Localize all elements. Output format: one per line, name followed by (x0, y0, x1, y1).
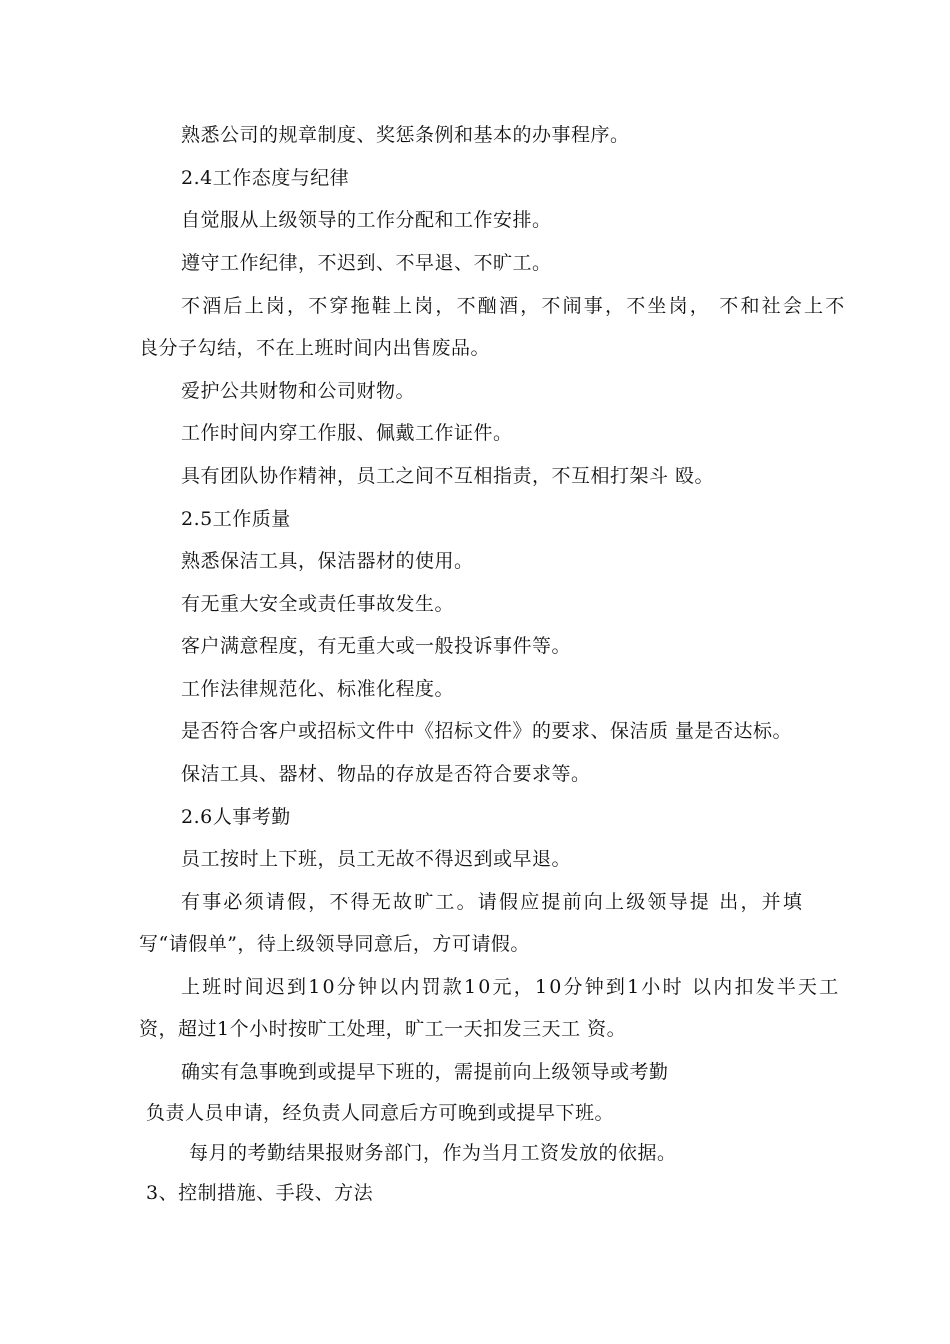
body-line-11: 熟悉保洁工具，保洁器材的使用。 (181, 550, 474, 572)
body-line-5: 不酒后上岗，不穿拖鞋上岗，不酗酒，不闹事，不坐岗， 不和社会上不 (181, 295, 847, 317)
body-line-19: 有事必须请假，不得无故旷工。请假应提前向上级领导提 出，并填 (181, 891, 805, 913)
body-line-23: 确实有急事晚到或提早下班的，需提前向上级领导或考勤 (181, 1061, 669, 1083)
body-line-15: 是否符合客户或招标文件中《招标文件》的要求、保洁质 量是否达标。 (181, 720, 793, 742)
body-line-6: 良分子勾结，不在上班时间内出售废品。 (139, 337, 491, 359)
body-line-8: 工作时间内穿工作服、佩戴工作证件。 (181, 422, 513, 444)
body-line-13: 客户满意程度，有无重大或一般投诉事件等。 (181, 635, 572, 657)
section-heading-2-5: 2.5工作质量 (181, 508, 291, 530)
body-line-25: 每月的考勤结果报财务部门，作为当月工资发放的依据。 (189, 1142, 677, 1164)
body-line-24: 负责人员申请，经负责人同意后方可晚到或提早下班。 (146, 1102, 615, 1124)
body-line-20: 写“请假单”，待上级领导同意后，方可请假。 (139, 933, 530, 955)
body-line-4: 遵守工作纪律，不迟到、不早退、不旷工。 (181, 252, 552, 274)
body-line-3: 自觉服从上级领导的工作分配和工作安排。 (181, 209, 552, 231)
body-line-16: 保洁工具、器材、物品的存放是否符合要求等。 (181, 763, 591, 785)
section-heading-3: 3、控制措施、手段、方法 (146, 1182, 374, 1204)
body-line-9: 具有团队协作精神，员工之间不互相指责，不互相打架斗 殴。 (181, 465, 715, 487)
body-line-22: 资，超过1个小时按旷工处理，旷工一天扣发三天工 资。 (139, 1018, 627, 1040)
body-line-21: 上班时间迟到10分钟以内罚款10元，10分钟到1小时 以内扣发半天工 (181, 976, 841, 998)
section-heading-2-4: 2.4工作态度与纪律 (181, 167, 350, 189)
body-line-18: 员工按时上下班，员工无故不得迟到或早退。 (181, 848, 572, 870)
body-line-14: 工作法律规范化、标准化程度。 (181, 678, 455, 700)
body-line-1: 熟悉公司的规章制度、奖惩条例和基本的办事程序。 (181, 124, 630, 146)
section-heading-2-6: 2.6人事考勤 (181, 806, 291, 828)
body-line-12: 有无重大安全或责任事故发生。 (181, 593, 455, 615)
body-line-7: 爱护公共财物和公司财物。 (181, 380, 416, 402)
